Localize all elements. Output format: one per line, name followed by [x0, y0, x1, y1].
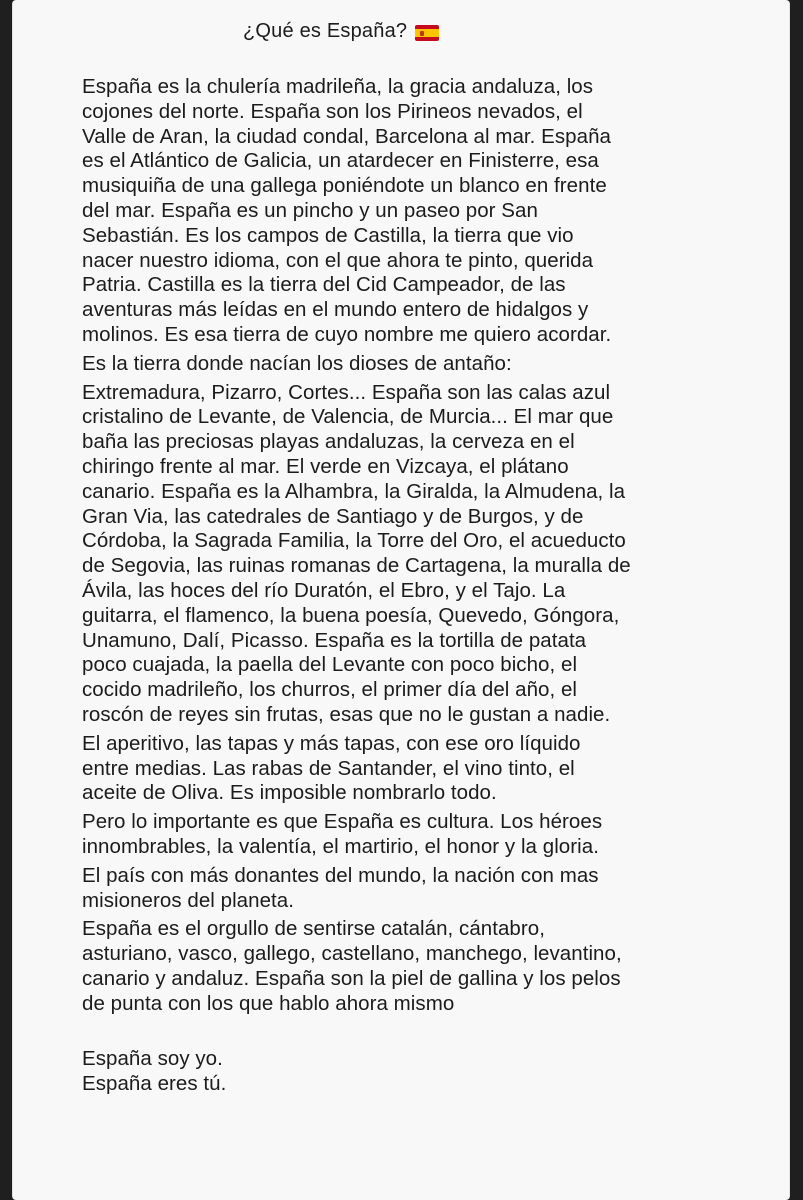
paragraph: [82, 864, 742, 914]
paragraph: [82, 810, 742, 860]
text-line: canario. España es la Alhambra, la Giralda, la Almudena, la: [82, 479, 626, 503]
text-line: Valle de Aran, la ciudad condal, Barcelona al mar. España: [82, 124, 611, 148]
text-line: misioneros del planeta.: [82, 888, 294, 912]
paragraph: [82, 75, 742, 348]
text-line: Pero lo importante es que España es cultura. Los héroes: [82, 810, 603, 834]
text-line: aventuras más leídas en el mundo entero de hidalgos y: [82, 298, 589, 322]
document-title: ¿Qué es España?: [243, 20, 408, 42]
text-line: guitarra, el flamenco, la buena poesía, Quevedo, Góngora,: [82, 603, 620, 627]
text-line: es el Atlántico de Galicia, un atardecer en Finisterre, esa: [82, 149, 599, 173]
text-line: canario y andaluz. España son la piel de gallina y los pelos: [82, 966, 621, 990]
text-line: del mar. España es un pincho y un paseo por San: [82, 198, 538, 222]
text-line: aceite de Oliva. Es imposible nombrarlo todo.: [82, 781, 497, 805]
text-line: poco cuajada, la paella del Levante con poco bicho, el: [82, 653, 578, 677]
text-line: entre medias. Las rabas de Santander, el vino tinto, el: [82, 756, 575, 780]
document-body: [82, 75, 742, 1097]
text-line: de Segovia, las ruinas romanas de Cartagena, la muralla de: [82, 554, 631, 578]
text-line: baña las preciosas playas andaluzas, la cerveza en el: [82, 430, 575, 454]
text-line: Unamuno, Dalí, Picasso. España es la tortilla de patata: [82, 628, 587, 652]
closing-line: España eres tú.: [82, 1072, 227, 1096]
text-line: cocido madrileño, los churros, el primer día del año, el: [82, 678, 578, 702]
text-line: roscón de reyes sin frutas, esas que no le gustan a nadie.: [82, 702, 611, 726]
paragraph: [82, 917, 742, 1016]
closing-line: España soy yo.: [82, 1047, 223, 1071]
text-line: molinos. Es esa tierra de cuyo nombre me quiero acordar.: [82, 322, 612, 346]
text-line: Sebastián. Es los campos de Castilla, la tierra que vio: [82, 223, 574, 247]
text-line: nacer nuestro idioma, con el que ahora te pinto, querida: [82, 248, 594, 272]
text-line: cristalino de Levante, de Valencia, de Murcia... El mar que: [82, 405, 614, 429]
text-line: cojones del norte. España son los Pirineos nevados, el: [82, 99, 583, 123]
text-line: innombrables, la valentía, el martirio, el honor y la gloria.: [82, 834, 599, 858]
paragraph: [82, 352, 742, 377]
closing: [82, 1047, 742, 1097]
title-row: [243, 20, 439, 43]
text-line: El aperitivo, las tapas y más tapas, con ese oro líquido: [82, 731, 581, 755]
text-line: musiquiña de una gallega poniéndote un blanco en frente: [82, 174, 607, 198]
text-line: asturiano, vasco, gallego, castellano, manchego, levantino,: [82, 942, 622, 966]
text-line: España es la chulería madrileña, la gracia andaluza, los: [82, 75, 594, 98]
text-line: El país con más donantes del mundo, la nación con mas: [82, 863, 599, 887]
text-line: de punta con los que hablo ahora mismo: [82, 991, 455, 1015]
document-card: [12, 0, 790, 1200]
paragraph: [82, 381, 742, 728]
paragraph: [82, 732, 742, 806]
text-line: chiringo frente al mar. El verde en Vizcaya, el plátano: [82, 454, 569, 478]
text-line: Ávila, las hoces del río Duratón, el Ebro, y el Tajo. La: [82, 578, 566, 602]
text-line: Patria. Castilla es la tierra del Cid Campeador, de las: [82, 273, 566, 297]
text-line: Es la tierra donde nacían los dioses de antaño:: [82, 351, 512, 375]
text-line: Extremadura, Pizarro, Cortes... España son las calas azul: [82, 380, 611, 404]
text-line: España es el orgullo de sentirse catalán, cántabro,: [82, 917, 545, 941]
text-line: Gran Via, las catedrales de Santiago y de Burgos, y de: [82, 504, 584, 528]
spain-flag-icon: [415, 25, 439, 41]
text-line: Córdoba, la Sagrada Familia, la Torre del Oro, el acueducto: [82, 529, 626, 553]
